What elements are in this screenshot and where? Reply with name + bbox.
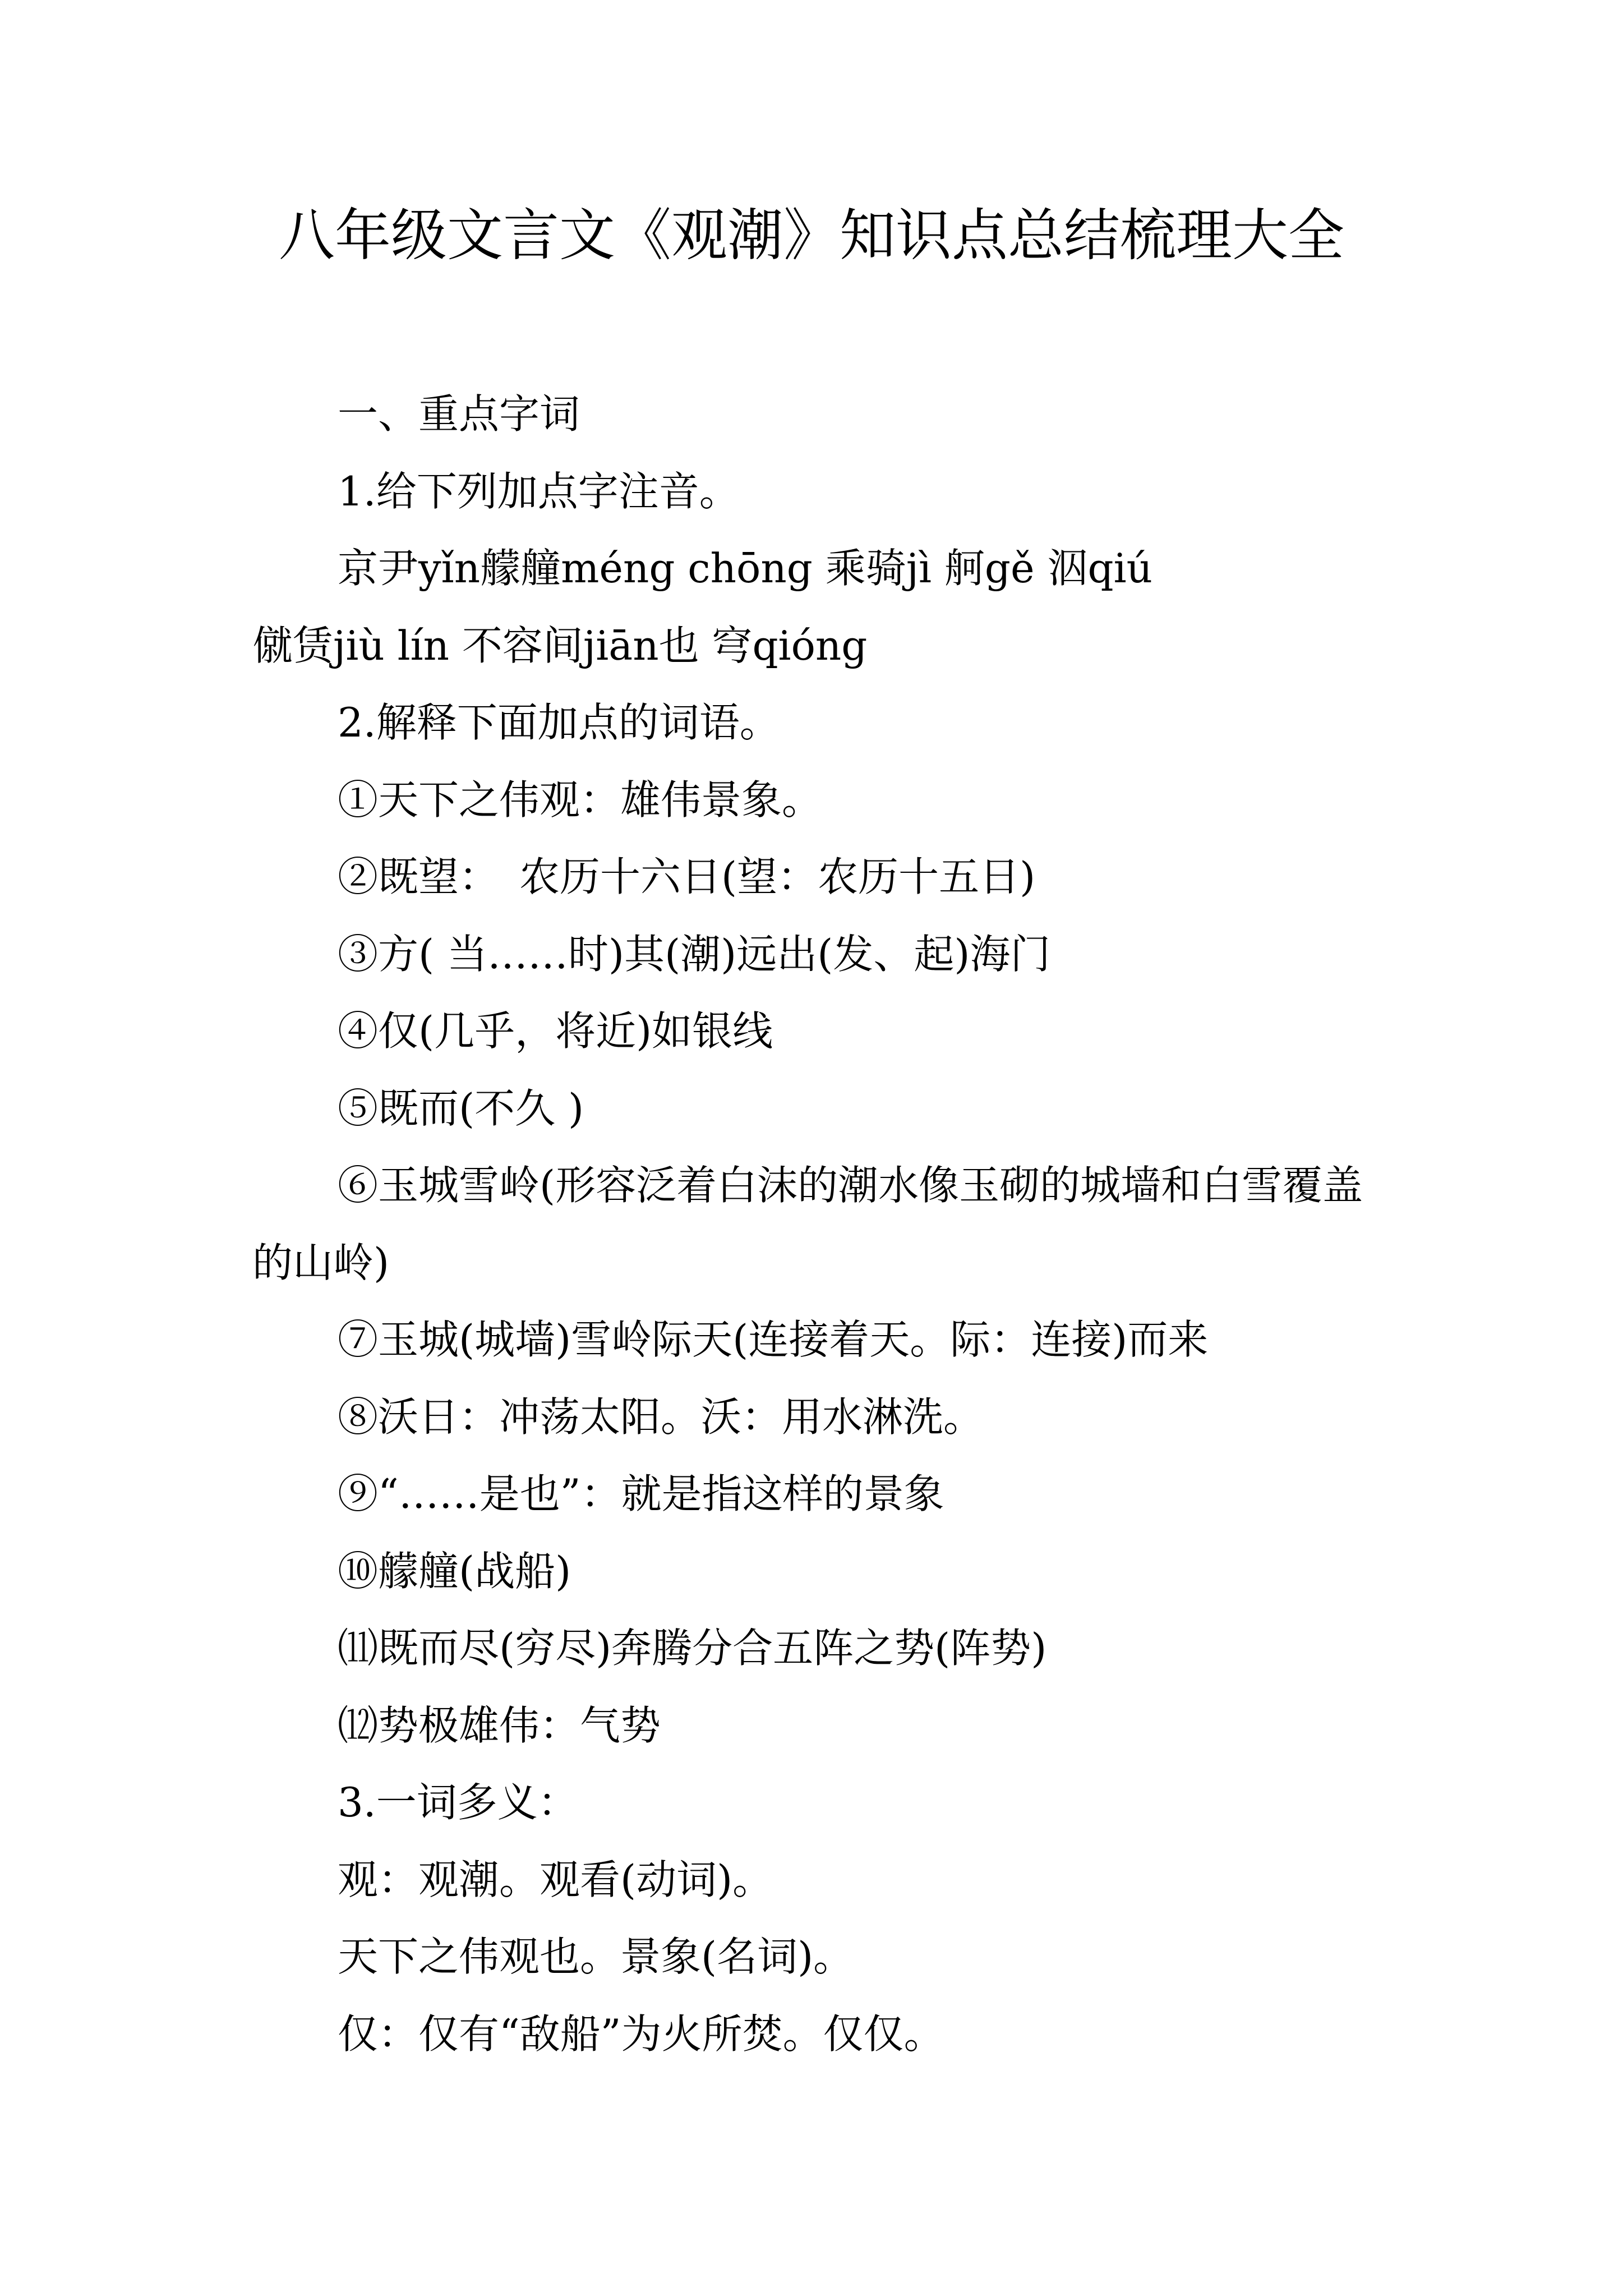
pinyin-line-2: 僦赁jiù lín 不容间jiān也 穹qióng bbox=[252, 622, 868, 669]
polysemy-line: 观：观潮。观看(动词)。 bbox=[338, 1856, 773, 1903]
definition-item: ③方( 当……时)其(潮)远出(发、起)海门 bbox=[338, 930, 1051, 978]
definition-item: ②既望： 农历十六日(望：农历十五日) bbox=[338, 853, 1036, 900]
definition-item: ⑾既而尽(穷尽)奔腾分合五阵之势(阵势) bbox=[338, 1625, 1047, 1672]
definition-item: ⑥玉城雪岭(形容泛着白沫的潮水像玉砌的城墙和白雪覆盖的山岭) bbox=[252, 1162, 1363, 1286]
definition-item: ⑨“……是也”：就是指这样的景象 bbox=[338, 1470, 944, 1517]
polysemy-line: 仅：仅有“敌船”为火所焚。仅仅。 bbox=[338, 2010, 944, 2058]
definition-item: ④仅(几乎，将近)如银线 bbox=[338, 1007, 773, 1055]
document-title: 八年级文言文《观潮》知识点总结梳理大全 bbox=[279, 203, 1344, 268]
definition-item: ⑩艨艟(战船) bbox=[338, 1547, 571, 1595]
definition-item: ①天下之伟观：雄伟景象。 bbox=[338, 776, 823, 823]
question-2: 2.解释下面加点的词语。 bbox=[338, 699, 780, 746]
definition-item: ⑧沃日：冲荡太阳。沃：用水淋洗。 bbox=[338, 1393, 984, 1441]
question-1: 1.给下列加点字注音。 bbox=[338, 467, 740, 515]
definition-item: ⑤既而(不久 ) bbox=[338, 1084, 584, 1132]
definition-item: ⑦玉城(城墙)雪岭际天(连接着天。际：连接)而来 bbox=[338, 1316, 1209, 1363]
document-body bbox=[252, 376, 1380, 2073]
question-3: 3.一词多义： bbox=[338, 1779, 578, 1826]
polysemy-line: 天下之伟观也。景象(名词)。 bbox=[338, 1933, 854, 1980]
section-heading: 一、重点字词 bbox=[338, 390, 580, 438]
pinyin-line-1: 京尹yǐn艨艟méng chōng 乘骑jì 舸gě 泅qiú bbox=[338, 545, 1153, 592]
definition-item: ⑿势极雄伟：气势 bbox=[338, 1701, 661, 1749]
